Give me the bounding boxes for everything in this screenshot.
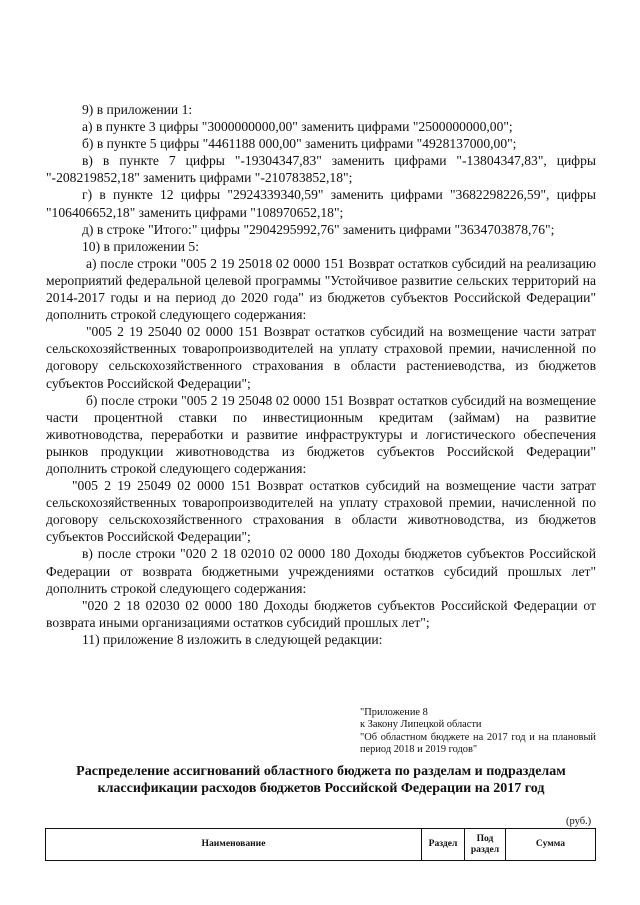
paragraph: "005 2 19 25040 02 0000 151 Возврат остатков субсидий на возмещение части затрат сельскохозяйственных товаропроизводителей на уплату страховой премии, начисленной по договору сельскохозяйственного страхования в области растениеводства, из бюджетов субъектов Российской Федерации"; (46, 324, 596, 391)
paragraph: 11) приложение 8 изложить в следующей редакции: (82, 631, 383, 647)
appendix-law: к Закону Липецкой области (360, 719, 482, 731)
paragraph: б) в пункте 5 цифры "4461188 000,00" заменить цифрами "4928137000,00"; (82, 136, 517, 152)
paragraph: а) в пункте 3 цифры "3000000000,00" заменить цифрами "2500000000,00"; (82, 119, 513, 135)
header-subsection: Под раздел (465, 829, 506, 861)
appendix-law-title: "Об областном бюджете на 2017 год и на плановый период 2018 и 2019 годов" (360, 731, 596, 756)
appendix-label: "Приложение 8 (360, 707, 428, 718)
paragraph: "020 2 18 02030 02 0000 180 Доходы бюджетов субъектов Российской Федерации от возврата иными организациями остатков субсидий прошлых лет"; (46, 597, 596, 630)
paragraph: а) после строки "005 2 19 25018 02 0000 151 Возврат остатков субсидий на реализацию мероприятий федеральной целевой программы "Устойчивое развитие сельских территорий на 2014-2017 годы и на период до 2020 года" из бюджетов субъектов Российской Федерации" дополнить строкой следующего содержания: (46, 255, 596, 323)
header-amount: Сумма (506, 829, 596, 861)
header-name: Наименование (46, 829, 422, 861)
header-section: Раздел (422, 829, 465, 861)
paragraph: б) после строки "005 2 19 25048 02 0000 151 Возврат остатков субсидий на возмещение части процентной ставки по инвестиционным кредитам (займам) на развитие животноводства, переработки и развитие инфраструктуры и логистического обеспечения рынков продукции животноводства из бюджетов субъектов Российской Федерации" дополнить строкой следующего содержания: (46, 392, 596, 476)
paragraph: в) после строки "020 2 18 02010 02 0000 180 Доходы бюджетов субъектов Российской Федерации от возврата бюджетными учреждениями остатков субсидий прошлых лет" дополнить строкой следующего содержания: (46, 546, 596, 596)
paragraph: в) в пункте 7 цифры "-19304347,83" заменить цифрами "-13804347,83", цифры "-208219852,18" заменить цифрами "-210783852,18"; (46, 153, 596, 186)
paragraph: г) в пункте 12 цифры "2924339340,59" заменить цифрами "3682298226,59", цифры "106406652,18" заменить цифрами "108970652,18"; (46, 187, 596, 220)
table-title: Распределение ассигнований областного бюджета по разделам и подразделам классификации расходов бюджетов Российской Федерации на 2017 год (76, 764, 566, 797)
paragraph: д) в строке "Итого:" цифры "2904295992,76" заменить цифрами "3634703878,76"; (82, 221, 555, 237)
paragraph: 10) в приложении 5: (82, 238, 199, 254)
budget-table-header (45, 828, 596, 861)
amendment-text (46, 101, 596, 648)
paragraph: "005 2 19 25049 02 0000 151 Возврат остатков субсидий на возмещение части затрат сельскохозяйственных товаропроизводителей на уплату страховой премии, начисленной по договору сельскохозяйственного страхования в области животноводства, из бюджетов субъектов Российской Федерации"; (46, 478, 596, 545)
appendix-meta (360, 707, 596, 757)
paragraph: 9) в приложении 1: (82, 102, 193, 117)
unit-label: (руб.) (566, 816, 592, 827)
